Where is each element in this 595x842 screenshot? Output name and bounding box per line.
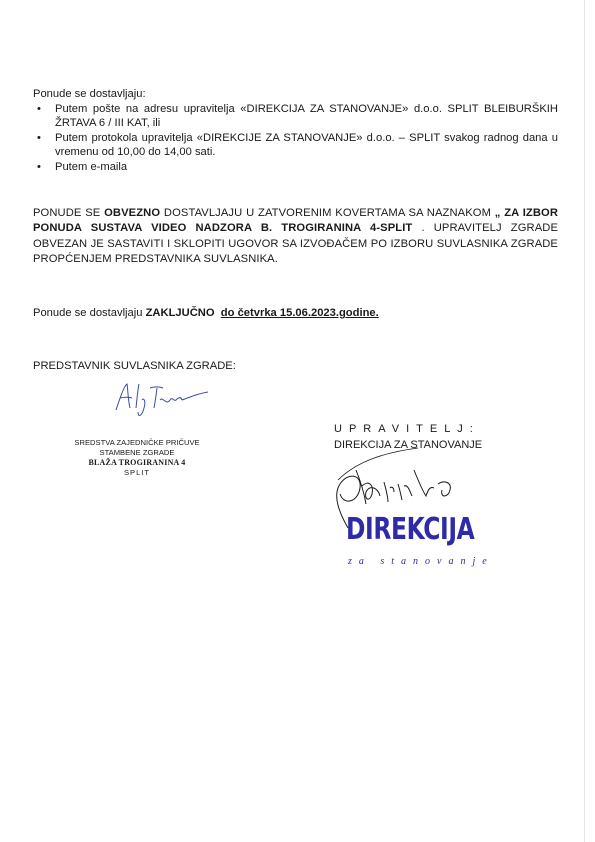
submission-intro: Ponude se dostavljaju: — [33, 88, 146, 100]
fund-stamp: SREDSTVA ZAJEDNIČKE PRIČUVE STAMBENE ZGRADE BLAŽA TROGIRANINA 4 SPLIT — [74, 438, 200, 477]
bullet-icon: • — [37, 103, 41, 115]
deadline-text: Ponude se dostavljaju ZAKLJUČNO do četvrka 15.06.2023.godine. — [33, 307, 379, 319]
sealed-envelope-notice: PONUDE SE OBVEZNO DOSTAVLJAJU U ZATVORENIM KOVERTAMA SA NAZNAKOM „ ZA IZBOR PONUDA SUSTAVA VIDEO NADZORA B. TROGIRANINA 4-SPLIT . UPRAVITELJ ZGRADE OBVEZAN JE SASTAVITI I SKLOPITI UGOVOR SA IZVOĐAČEM PO IZBORU SUVLASNIKA ZGRADE PROPĆENJEM PREDSTAVNIKA SUVLASNIKA. — [33, 207, 558, 266]
manager-label: UPRAVITELJ: — [334, 423, 480, 435]
logo-tagline: za stanovanje — [348, 556, 494, 567]
list-item: • Putem e-maila — [37, 160, 128, 173]
list-item: • Putem pošte na adresu upravitelja «DIREKCIJA ZA STANOVANJE» d.o.o. SPLIT BLEIBURŠKIH ŽRTAVA 6 / III KAT, ili — [37, 103, 558, 130]
bullet-icon: • — [37, 160, 41, 173]
direkcija-logo: DIREKCIJA — [346, 512, 475, 547]
page-edge-line — [584, 0, 585, 842]
bullet-icon: • — [37, 131, 41, 144]
manager-org: DIREKCIJA ZA STANOVANJE — [334, 439, 483, 451]
representative-label: PREDSTAVNIK SUVLASNIKA ZGRADE: — [33, 360, 236, 372]
representative-signature-icon — [108, 378, 218, 418]
submission-methods-list — [33, 102, 558, 174]
list-item: • Putem protokola upravitelja «DIREKCIJE ZA STANOVANJE» d.o.o. – SPLIT svakog radnog dana u vremenu od 10,00 do 14,00 sati. — [37, 131, 558, 159]
